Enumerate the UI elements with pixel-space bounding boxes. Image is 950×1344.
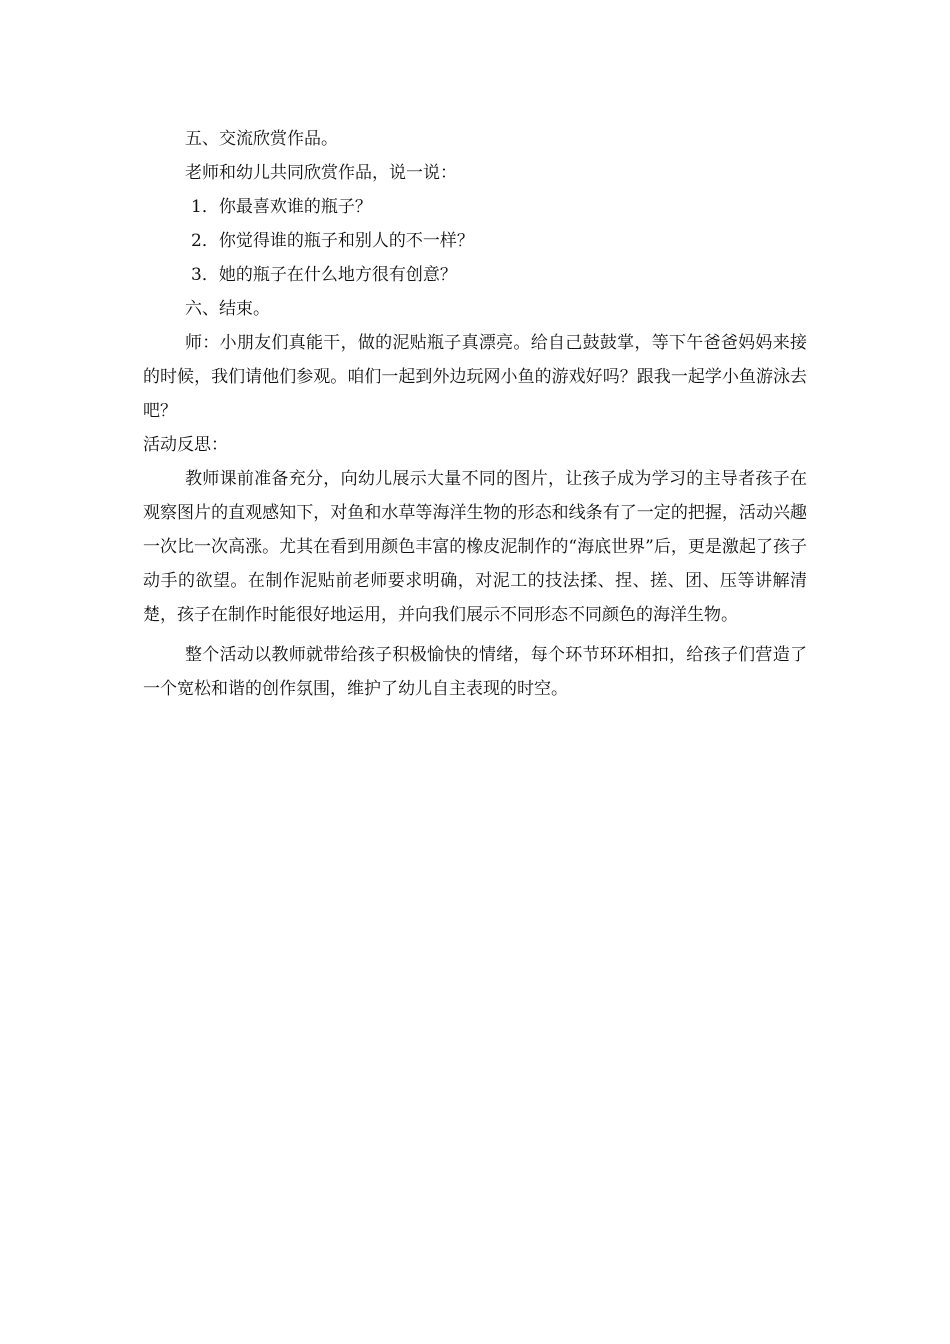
section-heading-6: 六、结束。 [185, 299, 270, 319]
section-intro: 老师和幼儿共同欣赏作品，说一说： [185, 163, 457, 183]
section-heading-5: 五、交流欣赏作品。 [185, 129, 338, 149]
reflection-heading: 活动反思： [143, 435, 228, 455]
question-item: 1．你最喜欢谁的瓶子？ [191, 197, 372, 217]
teacher-speech-paragraph: 师：小朋友们真能干，做的泥贴瓶子真漂亮。给自己鼓鼓掌，等下午爸爸妈妈来接的时候，我们请他们参观。咱们一起到外边玩网小鱼的游戏好吗？跟我一起学小鱼游泳去吧？ [143, 333, 807, 421]
question-item: 2．你觉得谁的瓶子和别人的不一样？ [191, 231, 474, 251]
document-body [143, 122, 807, 706]
reflection-paragraph-1: 教师课前准备充分，向幼儿展示大量不同的图片，让孩子成为学习的主导者孩子在观察图片的直观感知下，对鱼和水草等海洋生物的形态和线条有了一定的把握，活动兴趣一次比一次高涨。尤其在看到用颜色丰富的橡皮泥制作的“海底世界”后，更是激起了孩子动手的欲望。在制作泥贴前老师要求明确，对泥工的技法揉、捏、搓、团、压等讲解清楚，孩子在制作时能很好地运用，并向我们展示不同形态不同颜色的海洋生物。 [143, 469, 807, 625]
question-item: 3．她的瓶子在什么地方很有创意？ [191, 265, 457, 285]
reflection-paragraph-2: 整个活动以教师就带给孩子积极愉快的情绪，每个环节环环相扣，给孩子们营造了一个宽松和谐的创作氛围，维护了幼儿自主表现的时空。 [143, 645, 807, 699]
